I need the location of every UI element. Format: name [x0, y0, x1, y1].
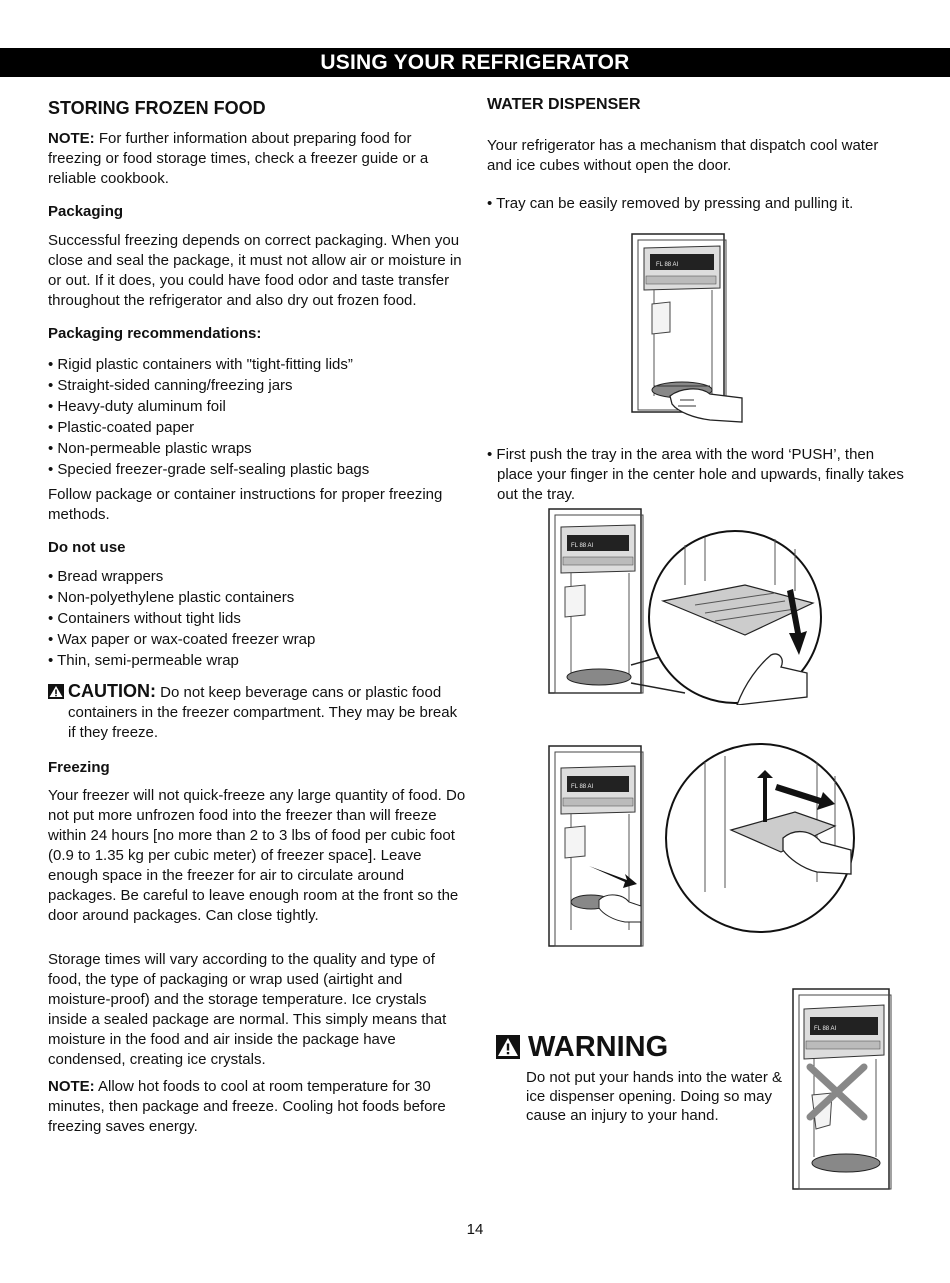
note-label: NOTE: — [48, 1078, 95, 1095]
section-title-water-dispenser: WATER DISPENSER — [487, 96, 641, 113]
list-item: • Thin, semi-permeable wrap — [48, 652, 239, 669]
dispenser-tray-pull-illustration — [630, 228, 748, 424]
caution-text: Do not keep beverage cans or plastic food containers in the freezer compartment. They may be break if they freeze. — [68, 684, 458, 741]
note-text: Allow hot foods to cool at room temperature for 30 minutes, then package and freeze. Cooling hot foods before freezing saves energy. — [48, 1078, 446, 1135]
caution-paragraph — [48, 681, 468, 743]
list-item: • Heavy-duty aluminum foil — [48, 398, 226, 415]
svg-text:FL 88 AI: FL 88 AI — [571, 543, 594, 549]
page-number: 14 — [466, 1221, 484, 1238]
tray-removal-bullet: • Tray can be easily removed by pressing and pulling it. — [487, 195, 854, 212]
warning-title-text: WARNING — [528, 1031, 669, 1063]
list-item: • Non-polyethylene plastic containers — [48, 589, 295, 606]
freezing-text-2: Storage times will vary according to the quality and type of food, the type of packaging or wrap used (airtight and moisture-proof) and the storage temperature. Ice crystals inside a sealed package are normal. This simply means that moisture in the food and air inside the package have condensed, creating ice crystals. — [48, 951, 447, 1068]
dispenser-remove-tray-illustration — [545, 742, 860, 952]
note-paragraph-2 — [48, 1077, 468, 1137]
do-not-use-list — [48, 566, 468, 671]
page-header-banner: USING YOUR REFRIGERATOR — [0, 48, 950, 77]
svg-text:FL 88 AI: FL 88 AI — [814, 1026, 837, 1032]
list-item: • Straight-sided canning/freezing jars — [48, 377, 293, 394]
note-label: NOTE: — [48, 130, 95, 147]
caution-label: CAUTION: — [68, 681, 156, 701]
section-title-storing-frozen-food: STORING FROZEN FOOD — [48, 98, 266, 118]
dispenser-intro-text: Your refrigerator has a mechanism that dispatch cool water and ice cubes without open the door. — [487, 137, 879, 174]
caution-triangle-icon — [48, 684, 64, 699]
list-item: • Rigid plastic containers with "tight-fitting lids” — [48, 356, 353, 373]
note-paragraph — [48, 129, 468, 189]
list-item: • Non-permeable plastic wraps — [48, 440, 252, 457]
tray-push-bullet: • First push the tray in the area with the word ‘PUSH’, then place your finger in the center hole and upwards, finally takes out the tray. — [487, 446, 904, 503]
warning-title — [496, 1030, 786, 1064]
freezing-text-1: Your freezer will not quick-freeze any large quantity of food. Do not put more unfrozen food into the freezer than will freeze within 24 hours [no more than 2 to 3 lbs of food per cubic foot (0.9 to 1.35 kg per cubic meter) of freezer space]. Leave enough space in the freezer for air to circulate around packages. Be careful to leave enough room at the front so the door around packages. Can close tightly. — [48, 787, 466, 924]
dispenser-push-tray-illustration — [545, 505, 825, 705]
packaging-text: Successful freezing depends on correct packaging. When you close and seal the package, it must not allow air or moisture in or out. If it does, you could have food odor and taste transfer throughout the refrigerator and also dry out frozen food. — [48, 232, 462, 309]
recommendations-heading: Packaging recommendations: — [48, 325, 262, 342]
note-text: For further information about preparing food for freezing or food storage times, check a freezer guide or a reliable cookbook. — [48, 130, 429, 187]
follow-instructions-text: Follow package or container instructions for proper freezing methods. — [48, 486, 443, 523]
warning-triangle-icon — [496, 1035, 520, 1059]
list-item: • Wax paper or wax-coated freezer wrap — [48, 631, 316, 648]
list-item: • Specied freezer-grade self-sealing plastic bags — [48, 461, 370, 478]
list-item: • Plastic-coated paper — [48, 419, 195, 436]
list-item: • Bread wrappers — [48, 568, 164, 585]
warning-box — [496, 1030, 786, 1125]
recommendations-list — [48, 354, 468, 480]
warning-text: Do not put your hands into the water & ice dispenser opening. Doing so may cause an injury to your hand. — [526, 1069, 782, 1124]
left-column — [48, 96, 468, 1137]
svg-text:FL 88 AI: FL 88 AI — [656, 262, 679, 268]
dispenser-no-hands-illustration — [790, 985, 895, 1195]
list-item: • Containers without tight lids — [48, 610, 241, 627]
svg-text:FL 88 AI: FL 88 AI — [571, 784, 594, 790]
freezing-heading: Freezing — [48, 759, 110, 776]
do-not-use-heading: Do not use — [48, 539, 126, 556]
packaging-heading: Packaging — [48, 203, 124, 220]
